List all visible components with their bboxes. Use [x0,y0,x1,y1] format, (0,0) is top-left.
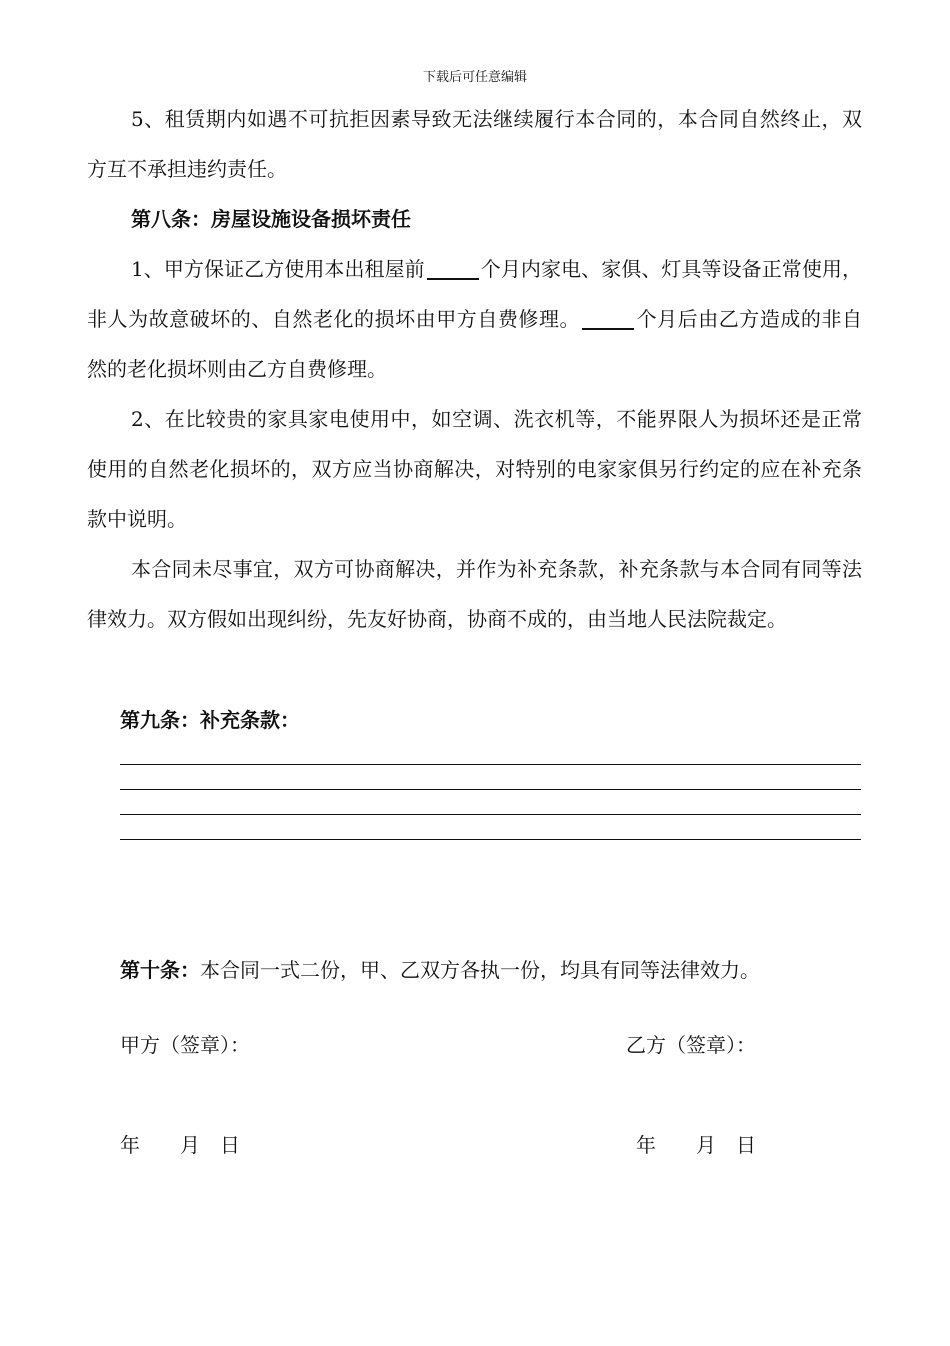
clause8-title: 第八条：房屋设施设备损坏责任 [131,207,411,231]
blank-field-months-before[interactable] [427,256,479,280]
clause8-item1 [87,244,862,394]
clause8-item1-part1: 1、甲方保证乙方使用本出租屋前 [131,257,425,281]
supplement-line-3[interactable] [120,814,861,815]
party-b-signature[interactable]: 乙方（签章）： [626,1033,756,1057]
clause8-misc: 本合同未尽事宜，双方可协商解决，并作为补充条款，补充条款与本合同有同等法律效力。双方假如出现纠纷，先友好协商，协商不成的，由当地人民法院裁定。 [87,557,862,631]
contract-body [87,94,862,644]
clause10-text: 本合同一式二份，甲、乙双方各执一份，均具有同等法律效力。 [200,958,760,982]
clause8-item1-part2: 个月内家电、家俱、灯具等设备正常使用，非人为故意破坏的、自然老化的损坏由甲方自费修理。 [87,257,863,331]
blank-field-months-after[interactable] [582,306,634,330]
clause10 [120,956,760,984]
clause8-item1-part3: 个月后由乙方造成的非自然的老化损坏则由乙方自费修理。 [87,307,863,381]
clause9-title: 第九条：补充条款： [120,708,300,732]
party-b-date[interactable]: 年 月 日 [636,1133,756,1157]
supplement-line-2[interactable] [120,789,861,790]
page-header: 下载后可任意编辑 [422,70,527,85]
clause7-item5: 5、租赁期内如遇不可抗拒因素导致无法继续履行本合同的，本合同自然终止，双方互不承担违约责任。 [87,107,862,181]
clause10-label: 第十条： [120,958,200,982]
clause8-item2: 2、在比较贵的家具家电使用中，如空调、洗衣机等，不能界限人为损坏还是正常使用的自然老化损坏的，双方应当协商解决，对特别的电家家俱另行约定的应在补充条款中说明。 [87,407,862,531]
party-a-date[interactable]: 年 月 日 [120,1133,240,1157]
supplement-line-4[interactable] [120,839,861,840]
party-a-signature[interactable]: 甲方（签章）： [120,1033,250,1057]
supplement-line-1[interactable] [120,764,861,765]
